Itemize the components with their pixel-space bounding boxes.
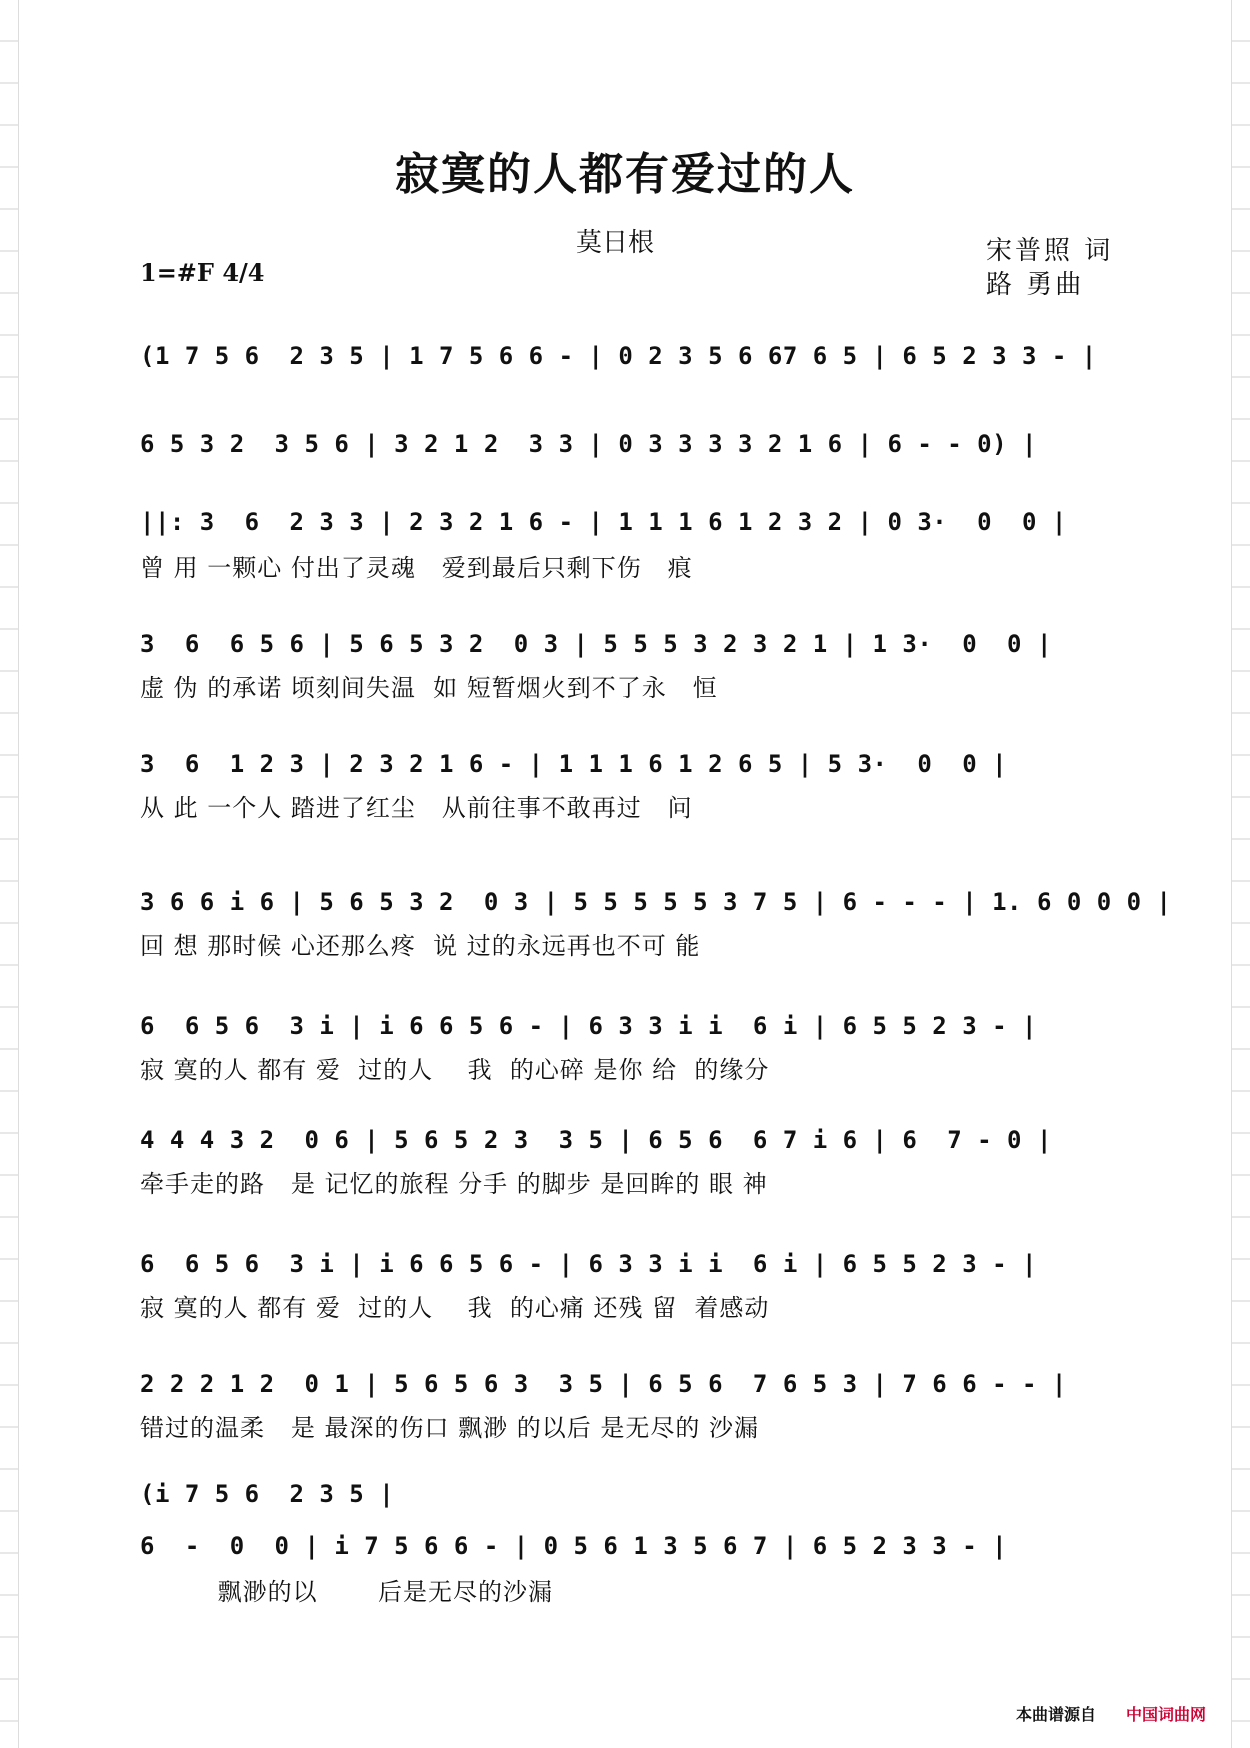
notation-row: (i 7 5 6 2 3 5 | (140, 1480, 395, 1508)
key-signature: 1=#F 4/4 (140, 258, 265, 287)
lyric-row: 回 想 那时候 心还那么疼 说 过的永远再也不可 能 (140, 932, 701, 960)
notation-row: 6 5 3 2 3 5 6 | 3 2 1 2 3 3 | 0 3 3 3 3 2 1 6 | 6 - - 0) | (140, 430, 1037, 458)
footer-source: 本曲谱源自 (1016, 1705, 1097, 1724)
composer-credit: 路 勇曲 (986, 270, 1085, 300)
lyric-row: 飘渺的以 后是无尽的沙漏 (140, 1578, 554, 1606)
lyric-row: 虚 伪 的承诺 顷刻间失温 如 短暂烟火到不了永 恒 (140, 674, 718, 702)
lyric-row: 寂 寞的人 都有 爱 过的人 我 的心痛 还残 留 着感动 (140, 1294, 770, 1322)
right-margin-strip (1231, 0, 1250, 1748)
notation-row: 4 4 4 3 2 0 6 | 5 6 5 2 3 3 5 | 6 5 6 6 7 i 6 | 6 7 - 0 | (140, 1126, 1052, 1154)
notation-row: 2 2 2 1 2 0 1 | 5 6 5 6 3 3 5 | 6 5 6 7 6 5 3 | 7 6 6 - - | (140, 1370, 1067, 1398)
lyric-row: 错过的温柔 是 最深的伤口 飘渺 的以后 是无尽的 沙漏 (140, 1414, 760, 1442)
notation-row: 3 6 1 2 3 | 2 3 2 1 6 - | 1 1 1 6 1 2 6 5 | 5 3· 0 0 | (140, 750, 1008, 778)
notation-row: (1 7 5 6 2 3 5 | 1 7 5 6 6 - | 0 2 3 5 6 67 6 5 | 6 5 2 3 3 - | (140, 342, 1097, 370)
notation-row: 6 - 0 0 | i 7 5 6 6 - | 0 5 6 1 3 5 6 7 | 6 5 2 3 3 - | (140, 1532, 1008, 1560)
song-title: 寂寞的人都有爱过的人 (395, 149, 855, 200)
notation-row: 6 6 5 6 3 i | i 6 6 5 6 - | 6 3 3 i i 6 i | 6 5 5 2 3 - | (140, 1250, 1037, 1278)
notation-row: 3 6 6 5 6 | 5 6 5 3 2 0 3 | 5 5 5 3 2 3 2 1 | 1 3· 0 0 | (140, 630, 1052, 658)
lyricist-credit: 宋普照 词 (986, 236, 1114, 266)
notation-row: 6 6 5 6 3 i | i 6 6 5 6 - | 6 3 3 i i 6 i | 6 5 5 2 3 - | (140, 1012, 1037, 1040)
footer-site: 中国词曲网 (1126, 1705, 1207, 1724)
lyric-row: 从 此 一个人 踏进了红尘 从前往事不敢再过 问 (140, 794, 693, 822)
lyric-row: 牵手走的路 是 记忆的旅程 分手 的脚步 是回眸的 眼 神 (140, 1170, 768, 1198)
singer: 莫日根 (576, 228, 655, 258)
lyric-row: 寂 寞的人 都有 爱 过的人 我 的心碎 是你 给 的缘分 (140, 1056, 770, 1084)
lyric-row: 曾 用 一颗心 付出了灵魂 爱到最后只剩下伤 痕 (140, 554, 693, 582)
left-margin-strip (0, 0, 19, 1748)
notation-row: 3 6 6 i 6 | 5 6 5 3 2 0 3 | 5 5 5 5 5 3 7 5 | 6 - - - | 1. 6 0 0 0 | (140, 888, 1172, 916)
notation-row: ||: 3 6 2 3 3 | 2 3 2 1 6 - | 1 1 1 6 1 2 3 2 | 0 3· 0 0 | (140, 508, 1067, 536)
